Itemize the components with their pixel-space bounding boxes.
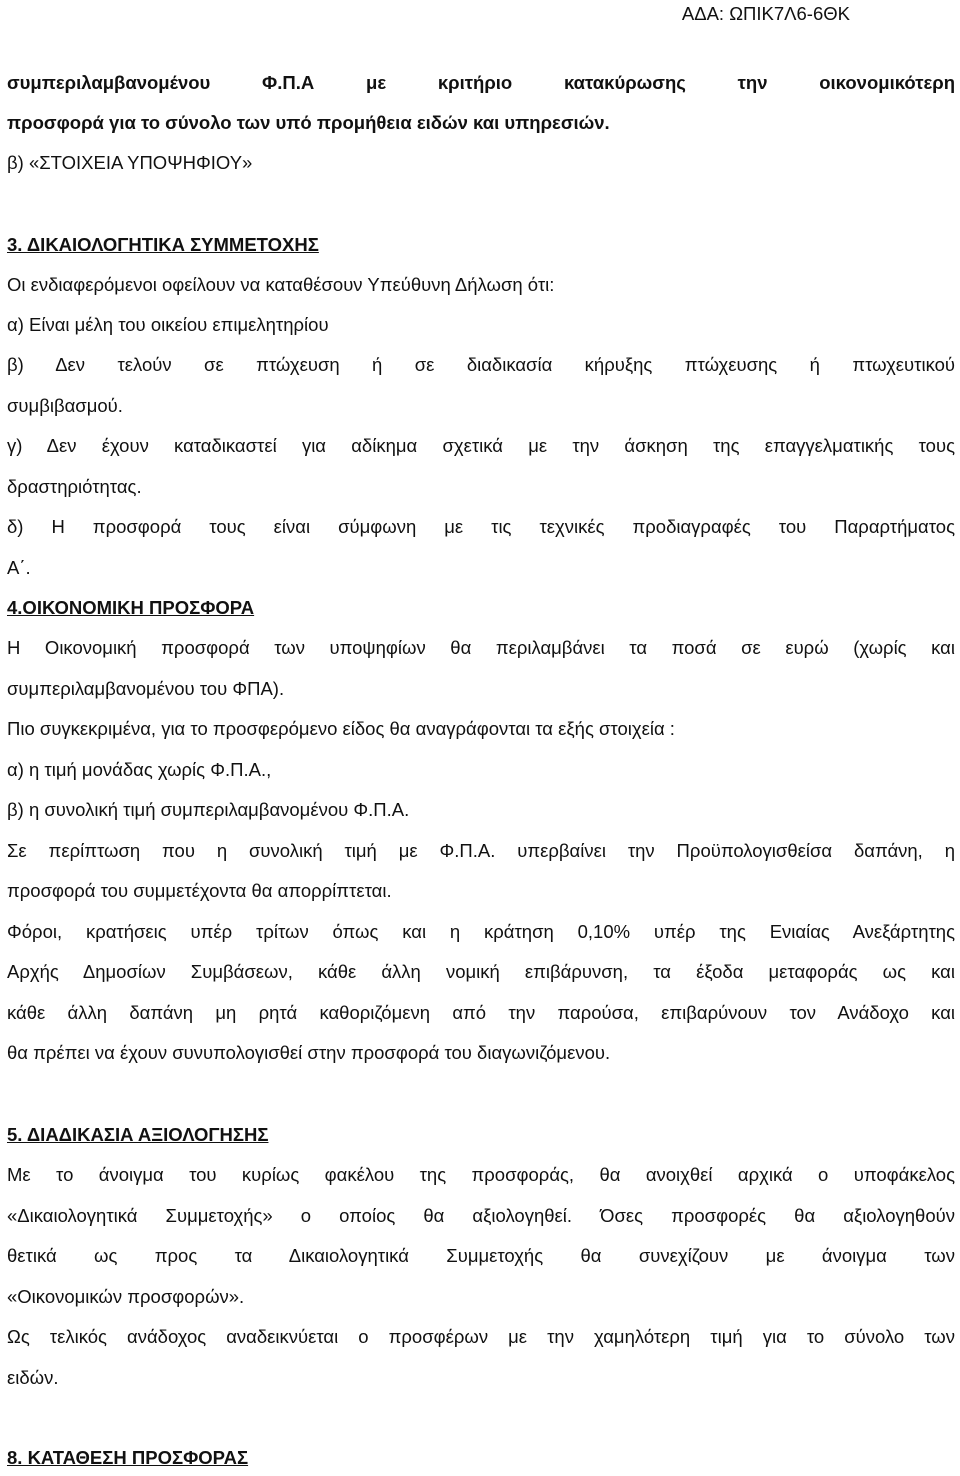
section-3-line: Α΄. (7, 557, 31, 578)
section-5-line: «Οικονομικών προσφορών». (7, 1286, 245, 1307)
intro-line-1: συμπεριλαμβανομένου Φ.Π.Α με κριτήριο κατακύρωσης την οικονομικότερη (7, 72, 955, 93)
section-3-line: γ) Δεν έχουν καταδικαστεί για αδίκημα σχετικά με την άσκηση της επαγγελματικής τους (7, 435, 955, 456)
section-4-line: Η Οικονομική προσφορά των υποψηφίων θα περιλαμβάνει τα ποσά σε ευρώ (χωρίς και (7, 637, 955, 658)
section-3-line: δραστηριότητας. (7, 476, 142, 497)
section-8-heading: 8. ΚΑΤΑΘΕΣΗ ΠΡΟΣΦΟΡΑΣ (7, 1447, 249, 1468)
section-3-line: Οι ενδιαφερόμενοι οφείλουν να καταθέσουν Υπεύθυνη Δήλωση ότι: (7, 274, 555, 295)
section-4-line: Πιο συγκεκριμένα, για το προσφερόμενο είδος θα αναγράφονται τα εξής στοιχεία : (7, 718, 675, 739)
section-3-line: α) Είναι μέλη του οικείου επιμελητηρίου (7, 314, 329, 335)
section-4-line: α) η τιμή μονάδας χωρίς Φ.Π.Α., (7, 759, 272, 780)
section-5-line: θετικά ως προς τα Δικαιολογητικά Συμμετοχής θα συνεχίζουν με άνοιγμα των (7, 1245, 955, 1266)
section-5-line: Ως τελικός ανάδοχος αναδεικνύεται ο προσφέρων με την χαμηλότερη τιμή για το σύνολο των (7, 1326, 955, 1347)
section-4-line: β) η συνολική τιμή συμπεριλαμβανομένου Φ.Π.Α. (7, 799, 410, 820)
intro-line-3: β) «ΣΤΟΙΧΕΙΑ ΥΠΟΨΗΦΙΟΥ» (7, 152, 253, 173)
section-4-line: Φόροι, κρατήσεις υπέρ τρίτων όπως και η κράτηση 0,10% υπέρ της Ενιαίας Ανεξάρτητης (7, 921, 955, 942)
section-4-line: Σε περίπτωση που η συνολική τιμή με Φ.Π.Α. υπερβαίνει την Προϋπολογισθείσα δαπάνη, η (7, 840, 955, 861)
section-5-line: Με το άνοιγμα του κυρίως φακέλου της προσφοράς, θα ανοιχθεί αρχικά ο υποφάκελος (7, 1164, 955, 1185)
section-4-line: θα πρέπει να έχουν συνυπολογισθεί στην προσφορά του διαγωνιζόμενου. (7, 1042, 611, 1063)
section-3-heading: 3. ΔΙΚΑΙΟΛΟΓΗΤΙΚΑ ΣΥΜΜΕΤΟΧΗΣ (7, 234, 319, 255)
section-5-heading: 5. ΔΙΑΔΙΚΑΣΙΑ ΑΞΙΟΛΟΓΗΣΗΣ (7, 1124, 269, 1145)
section-4-line: προσφορά του συμμετέχοντα θα απορρίπτεται. (7, 880, 392, 901)
section-5-line: ειδών. (7, 1367, 59, 1388)
section-4-line: Αρχής Δημοσίων Συμβάσεων, κάθε άλλη νομική επιβάρυνση, τα έξοδα μεταφοράς ως και (7, 961, 955, 982)
ada-code: ΑΔΑ: ΩΠΙΚ7Λ6-6ΘΚ (681, 3, 850, 24)
section-4-line: κάθε άλλη δαπάνη μη ρητά καθοριζόμενη από την παρούσα, επιβαρύνουν τον Ανάδοχο και (7, 1002, 955, 1023)
section-4-heading: 4.ΟΙΚΟΝΟΜΙΚΗ ΠΡΟΣΦΟΡΑ (7, 597, 255, 618)
section-5-line: «Δικαιολογητικά Συμμετοχής» ο οποίος θα αξιολογηθεί. Όσες προσφορές θα αξιολογηθούν (7, 1205, 955, 1226)
section-3-line: δ) Η προσφορά τους είναι σύμφωνη με τις τεχνικές προδιαγραφές του Παραρτήματος (7, 516, 955, 537)
section-4-line: συμπεριλαμβανομένου του ΦΠΑ). (7, 678, 285, 699)
intro-line-2: προσφορά για το σύνολο των υπό προμήθεια ειδών και υπηρεσιών. (7, 112, 610, 133)
section-3-line: β) Δεν τελούν σε πτώχευση ή σε διαδικασία κήρυξης πτώχευσης ή πτωχευτικού (7, 354, 955, 375)
section-3-line: συμβιβασμού. (7, 395, 123, 416)
